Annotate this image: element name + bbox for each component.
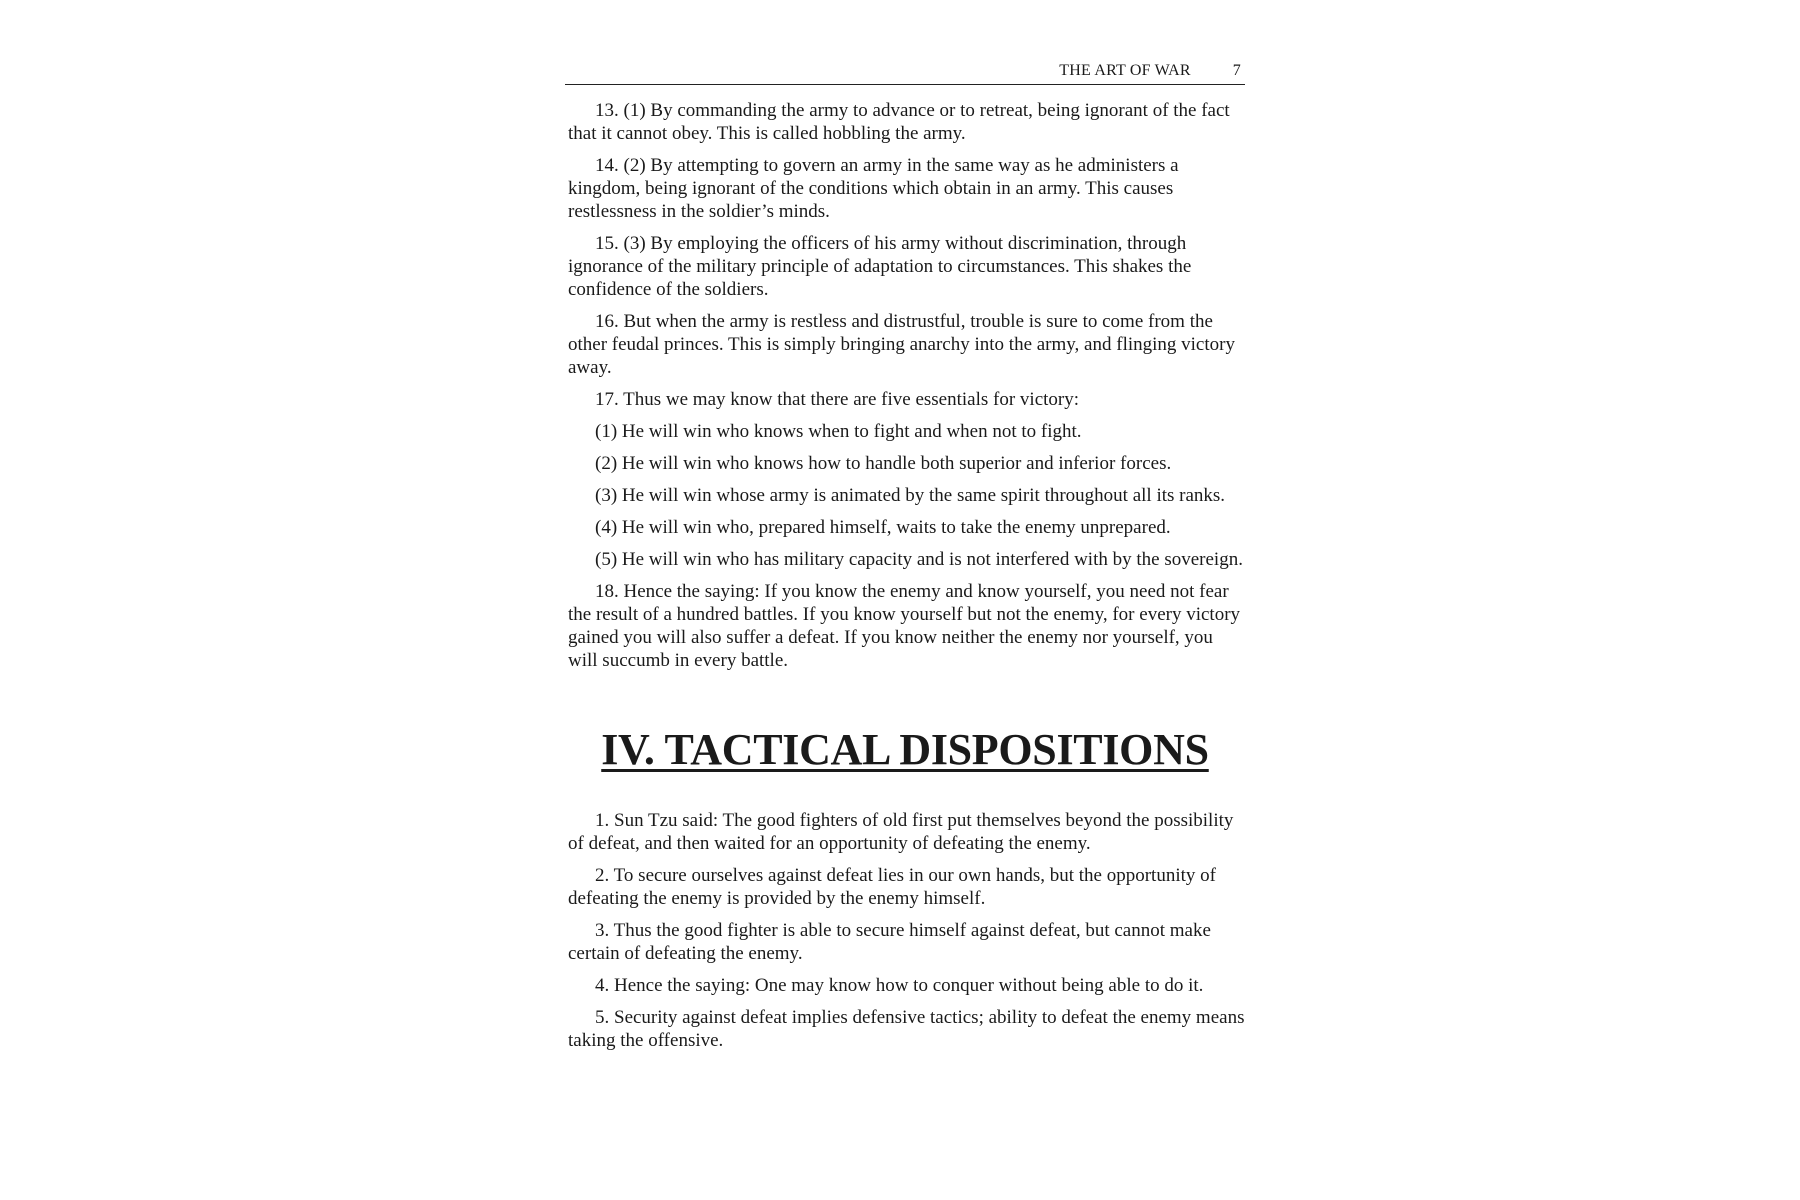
running-header <box>565 62 1245 85</box>
paragraph: 3. Thus the good fighter is able to secure himself against defeat, but cannot make certain of defeating the enemy. <box>568 920 1211 964</box>
paragraph: (2) He will win who knows how to handle both superior and inferior forces. <box>595 453 1172 474</box>
paragraph: 15. (3) By employing the officers of his army without discrimination, through ignorance of the military principle of adaptation to circumstances. This shakes the confidence of the soldiers. <box>568 233 1192 300</box>
paragraph: (5) He will win who has military capacity and is not interfered with by the sovereign. <box>595 549 1243 570</box>
paragraph: 14. (2) By attempting to govern an army in the same way as he administers a kingdom, being ignorant of the conditions which obtain in an army. This causes restlessness in the soldier’s minds. <box>568 155 1179 222</box>
paragraph: 2. To secure ourselves against defeat lies in our own hands, but the opportunity of defeating the enemy is provided by the enemy himself. <box>568 865 1216 909</box>
section-previous-chapter <box>565 99 1245 672</box>
paragraph: 17. Thus we may know that there are five essentials for victory: <box>595 389 1080 410</box>
chapter-title: IV. TACTICAL DISPOSITIONS <box>601 725 1209 774</box>
paragraph: 18. Hence the saying: If you know the enemy and know yourself, you need not fear the result of a hundred battles. If you know yourself but not the enemy, for every victory gained you will also suffer a defeat. If you know neither the enemy nor yourself, you will succumb in every battle. <box>568 581 1241 671</box>
section-tactical-dispositions <box>565 809 1245 1052</box>
paragraph: 16. But when the army is restless and distrustful, trouble is sure to come from the other feudal princes. This is simply bringing anarchy into the army, and flinging victory away. <box>568 311 1235 378</box>
paragraph: 1. Sun Tzu said: The good fighters of old first put themselves beyond the possibility of defeat, and then waited for an opportunity of defeating the enemy. <box>568 810 1234 854</box>
paragraph: (3) He will win whose army is animated by the same spirit throughout all its ranks. <box>595 485 1226 506</box>
paragraph: (1) He will win who knows when to fight and when not to fight. <box>595 421 1082 442</box>
paragraph: (4) He will win who, prepared himself, waits to take the enemy unprepared. <box>595 517 1171 538</box>
page-number: 7 <box>1232 62 1241 79</box>
paragraph: 5. Security against defeat implies defensive tactics; ability to defeat the enemy means taking the offensive. <box>568 1007 1245 1051</box>
paragraph: 13. (1) By commanding the army to advance or to retreat, being ignorant of the fact that it cannot obey. This is called hobbling the army. <box>568 100 1230 144</box>
book-page <box>565 62 1245 1061</box>
running-header-title: THE ART OF WAR <box>1059 62 1191 79</box>
paragraph: 4. Hence the saying: One may know how to conquer without being able to do it. <box>595 975 1204 996</box>
